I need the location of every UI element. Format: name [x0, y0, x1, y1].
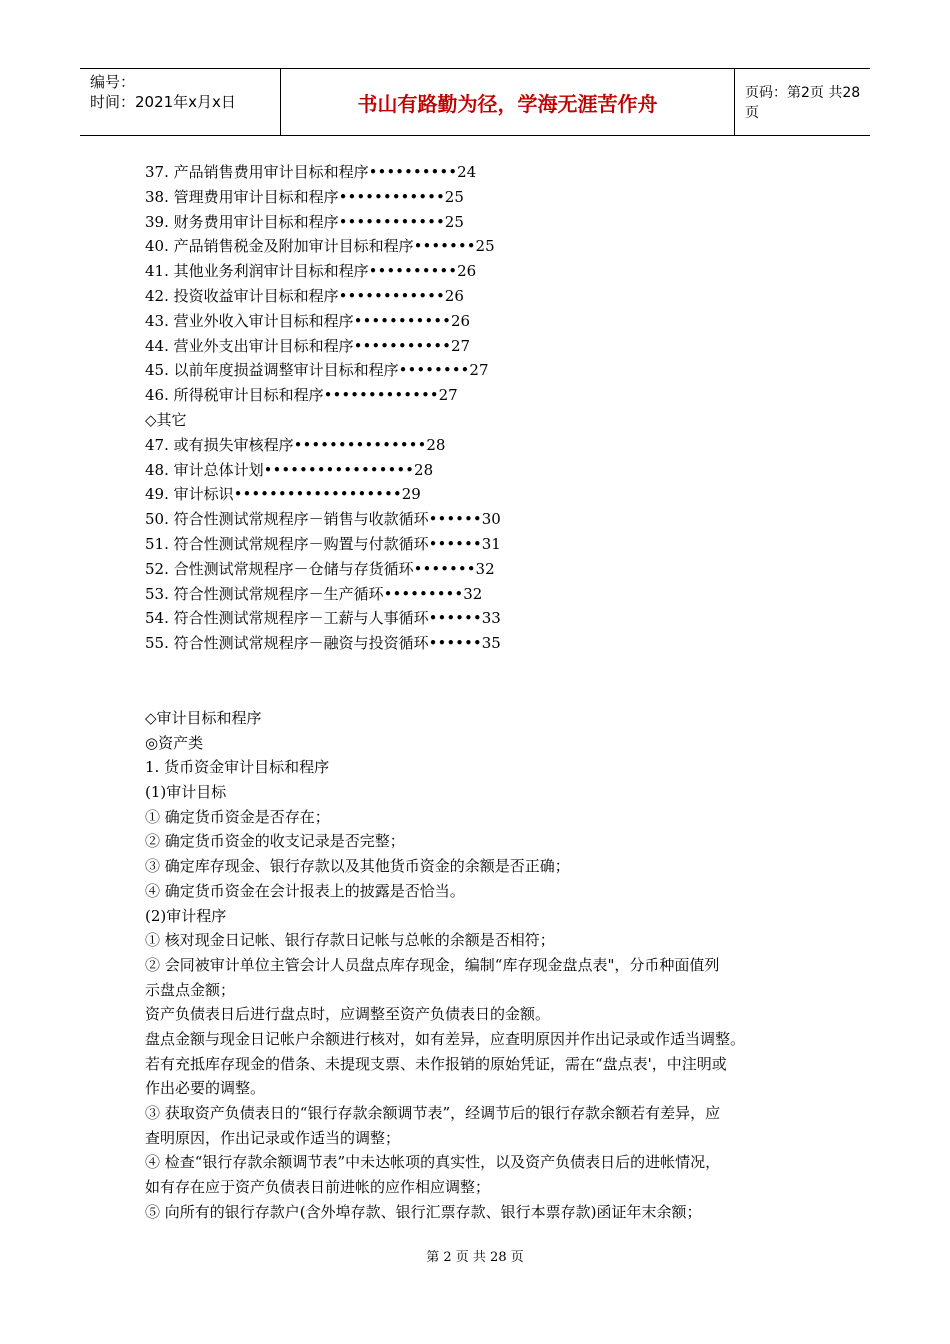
toc-entry: 46. 所得税审计目标和程序•••••••••••••27: [145, 386, 458, 405]
text-line: ① 核对现金日记帐、银行存款日记帐与总帐的余额是否相符；: [145, 931, 555, 950]
header-motto: 书山有路勤为径，学海无涯苦作舟: [280, 69, 735, 135]
text-line: (2)审计程序: [145, 906, 227, 925]
header-page-info: 页码：第2页 共28页: [745, 85, 861, 121]
toc-entry: 38. 管理费用审计目标和程序••••••••••••25: [145, 187, 464, 206]
toc-entry: 45. 以前年度损益调整审计目标和程序••••••••27: [145, 361, 489, 380]
toc-entry: 54. 符合性测试常规程序－工薪与人事循环••••••33: [145, 609, 501, 628]
header-meta: [80, 69, 280, 135]
toc-entry: 55. 符合性测试常规程序－融资与投资循环••••••35: [145, 634, 501, 653]
text-line: ◇审计目标和程序: [145, 709, 262, 727]
toc-entry: 50. 符合性测试常规程序－销售与收款循环••••••30: [145, 510, 501, 529]
text-line: ① 确定货币资金是否存在；: [145, 807, 330, 826]
table-of-contents: [145, 160, 825, 656]
text-line: ② 确定货币资金的收支记录是否完整；: [145, 832, 405, 851]
text-line: 资产负债表日后进行盘点时，应调整至资产负债表日的金额。: [145, 1005, 551, 1024]
text-line: 盘点金额与现金日记帐户余额进行核对，如有差异，应查明原因并作出记录或作适当调整。: [145, 1029, 746, 1048]
text-line: 1. 货币资金审计目标和程序: [145, 758, 330, 777]
toc-entry: 51. 符合性测试常规程序－购置与付款循环••••••31: [145, 534, 501, 553]
document-number-label: 编号：: [90, 73, 136, 91]
text-line: 若有充抵库存现金的借条、未提现支票、未作报销的原始凭证，需在“盘点表'，中注明或: [145, 1054, 727, 1073]
toc-entry: 37. 产品销售费用审计目标和程序••••••••••24: [145, 163, 477, 181]
text-line: ③ 确定库存现金、银行存款以及其他货币资金的余额是否正确；: [145, 857, 570, 876]
text-line: 如有存在应于资产负债表日前进帐的应作相应调整；: [145, 1178, 491, 1197]
text-line: (1)审计目标: [145, 783, 227, 802]
toc-entry: 47. 或有损失审核程序•••••••••••••••28: [145, 435, 446, 454]
text-line: ④ 检查“银行存款余额调节表”中未达帐项的真实性，以及资产负债表日后的进帐情况，: [145, 1153, 721, 1172]
text-line: 查明原因，作出记录或作适当的调整；: [145, 1128, 401, 1147]
text-line: ② 会同被审计单位主管会计人员盘点库存现金，编制“库存现金盘点表"，分币种面值列: [145, 955, 720, 974]
toc-entry: 49. 审计标识•••••••••••••••••••29: [145, 485, 421, 504]
text-line: ⑤ 向所有的银行存款户(含外埠存款、银行汇票存款、银行本票存款)函证年末余额；: [145, 1202, 702, 1221]
text-line: ④ 确定货币资金在会计报表上的披露是否恰当。: [145, 881, 465, 900]
toc-entry: ◇其它: [145, 410, 187, 429]
toc-entry: 39. 财务费用审计目标和程序••••••••••••25: [145, 212, 464, 231]
text-line: ◎资产类: [145, 733, 204, 752]
toc-entry: 43. 营业外收入审计目标和程序•••••••••••26: [145, 311, 471, 330]
toc-entry: 42. 投资收益审计目标和程序••••••••••••26: [145, 286, 464, 305]
page-header: [80, 68, 870, 136]
document-date: 时间：2021年x月x日: [90, 93, 236, 111]
page-footer: 第 2 页 共 28 页: [426, 1250, 524, 1265]
toc-entry: 48. 审计总体计划•••••••••••••••••28: [145, 460, 434, 479]
text-line: 作出必要的调整。: [145, 1079, 266, 1098]
text-line: 示盘点金额；: [145, 980, 236, 999]
toc-entry: 40. 产品销售税金及附加审计目标和程序•••••••25: [145, 237, 495, 256]
toc-entry: 53. 符合性测试常规程序－生产循环•••••••••32: [145, 584, 483, 603]
toc-entry: 41. 其他业务利润审计目标和程序••••••••••26: [145, 262, 477, 281]
text-line: ③ 获取资产负债表日的“银行存款余额调节表”，经调节后的银行存款余额若有差异，应: [145, 1104, 721, 1122]
toc-entry: 44. 营业外支出审计目标和程序•••••••••••27: [145, 336, 471, 355]
toc-entry: 52. 合性测试常规程序－仓储与存货循环•••••••32: [145, 559, 495, 578]
body-text: [145, 706, 813, 1224]
